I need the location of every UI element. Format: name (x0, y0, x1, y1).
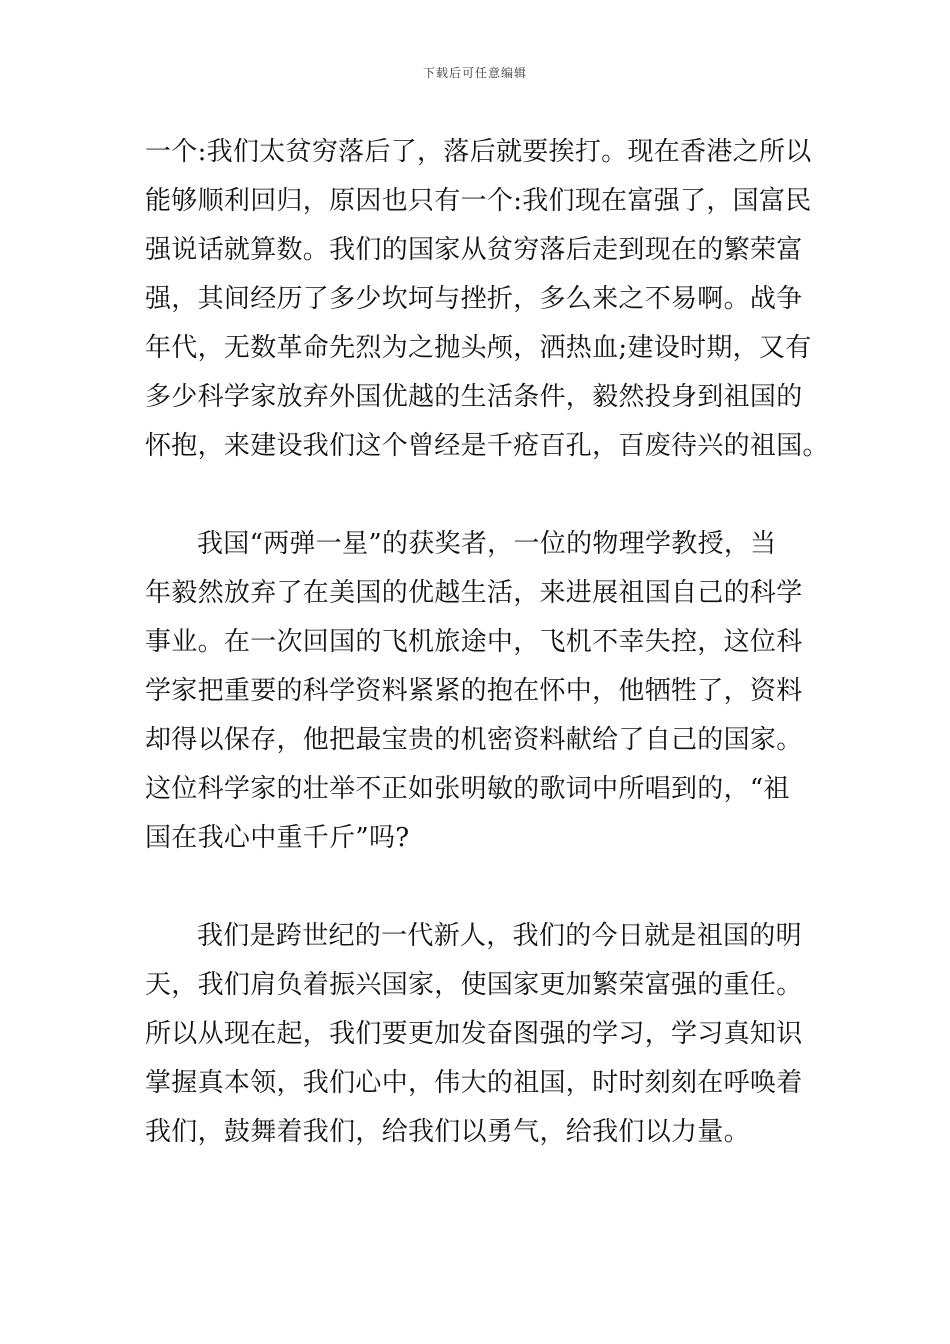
text-line: 强说话就算数。我们的国家从贫穷落后走到现在的繁荣富 (145, 235, 803, 265)
text-line: 国在我心中重千斤”吗? (145, 823, 410, 853)
paragraph (145, 520, 810, 863)
text-line: 我们是跨世纪的一代新人，我们的今日就是祖国的明 (197, 921, 802, 951)
text-line: 天，我们肩负着振兴国家，使国家更加繁荣富强的重任。 (145, 970, 803, 1000)
text-line: 所以从现在起，我们要更加发奋图强的学习，学习真知识 (145, 1019, 803, 1049)
paragraph (145, 912, 810, 1157)
text-line: 我国“两弹一星”的获奖者，一位的物理学教授，当 (197, 529, 777, 559)
paragraph-gap (145, 471, 810, 520)
text-line: 这位科学家的壮举不正如张明敏的歌词中所唱到的，“祖 (145, 774, 790, 804)
text-line: 却得以保存，他把最宝贵的机密资料献给了自己的国家。 (145, 725, 803, 755)
text-line: 强，其间经历了多少坎坷与挫折，多么来之不易啊。战争 (145, 284, 803, 314)
text-line: 能够顺利回归，原因也只有一个:我们现在富强了，国富民 (145, 186, 812, 216)
text-line: 多少科学家放弃外国优越的生活条件，毅然投身到祖国的 (145, 382, 803, 412)
text-line: 事业。在一次回国的飞机旅途中，飞机不幸失控，这位科 (145, 627, 803, 657)
paragraph-gap (145, 863, 810, 912)
text-line: 我们，鼓舞着我们，给我们以勇气，给我们以力量。 (145, 1117, 750, 1147)
text-line: 年代，无数革命先烈为之抛头颅，洒热血;建设时期，又有 (145, 333, 812, 363)
paragraph (145, 128, 829, 471)
text-line: 掌握真本领，我们心中，伟大的祖国，时时刻刻在呼唤着 (145, 1068, 803, 1098)
text-line: 年毅然放弃了在美国的优越生活，来进展祖国自己的科学 (145, 578, 803, 608)
text-line: 一个:我们太贫穷落后了，落后就要挨打。现在香港之所以 (145, 137, 812, 167)
text-line: 学家把重要的科学资料紧紧的抱在怀中，他牺牲了，资料 (145, 676, 803, 706)
document-body (145, 128, 829, 1157)
text-line: 怀抱，来建设我们这个曾经是千疮百孔，百废待兴的祖国。 (145, 431, 829, 461)
page-header-note: 下载后可任意编辑 (422, 66, 527, 80)
